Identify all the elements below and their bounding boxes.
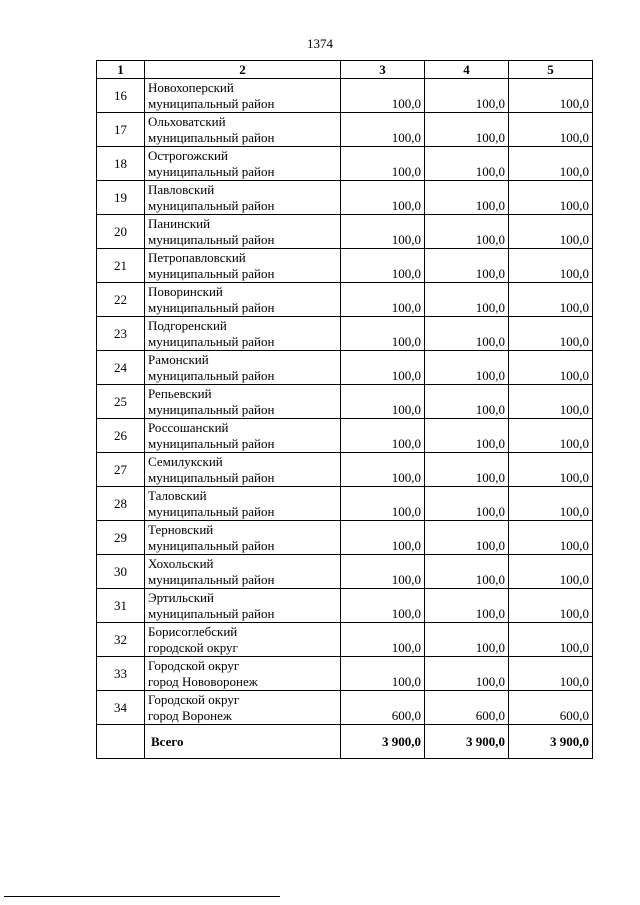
name-line: Россошанский — [148, 420, 229, 435]
municipality-name — [145, 623, 341, 657]
table-row — [97, 147, 593, 181]
value-col5: 100,0 — [509, 623, 593, 657]
name-line: муниципальный район — [148, 606, 275, 621]
value-col3: 100,0 — [341, 215, 425, 249]
value-col5: 100,0 — [509, 419, 593, 453]
row-number: 28 — [97, 487, 145, 521]
municipality-name — [145, 181, 341, 215]
value-col5: 100,0 — [509, 555, 593, 589]
table-row — [97, 215, 593, 249]
municipality-name — [145, 147, 341, 181]
value-col4: 100,0 — [425, 147, 509, 181]
row-number: 33 — [97, 657, 145, 691]
value-col4: 100,0 — [425, 79, 509, 113]
name-line: муниципальный район — [148, 538, 275, 553]
value-col5: 100,0 — [509, 589, 593, 623]
value-col3: 100,0 — [341, 385, 425, 419]
municipality-name — [145, 283, 341, 317]
value-col5: 100,0 — [509, 351, 593, 385]
municipality-name — [145, 453, 341, 487]
table-row — [97, 283, 593, 317]
name-line: муниципальный район — [148, 164, 275, 179]
value-col3: 100,0 — [341, 113, 425, 147]
municipality-name — [145, 657, 341, 691]
name-line: муниципальный район — [148, 402, 275, 417]
row-number: 17 — [97, 113, 145, 147]
value-col3: 100,0 — [341, 283, 425, 317]
table-row — [97, 487, 593, 521]
table-row — [97, 351, 593, 385]
name-line: муниципальный район — [148, 300, 275, 315]
value-col3: 100,0 — [341, 181, 425, 215]
table-row — [97, 79, 593, 113]
table-row — [97, 521, 593, 555]
value-col5: 600,0 — [509, 691, 593, 725]
name-line: муниципальный район — [148, 572, 275, 587]
name-line: Репьевский — [148, 386, 212, 401]
value-col5: 100,0 — [509, 147, 593, 181]
table-row — [97, 623, 593, 657]
row-number: 25 — [97, 385, 145, 419]
name-line: Семилукский — [148, 454, 223, 469]
name-line: Борисоглебский — [148, 624, 238, 639]
value-col5: 100,0 — [509, 317, 593, 351]
table-row — [97, 555, 593, 589]
name-line: Эртильский — [148, 590, 214, 605]
value-col3: 100,0 — [341, 453, 425, 487]
total-num-cell — [97, 725, 145, 759]
municipality-name — [145, 113, 341, 147]
value-col5: 100,0 — [509, 113, 593, 147]
row-number: 20 — [97, 215, 145, 249]
table-row — [97, 589, 593, 623]
value-col3: 100,0 — [341, 351, 425, 385]
name-line: город Воронеж — [148, 708, 232, 723]
name-line: Поворинский — [148, 284, 223, 299]
value-col4: 100,0 — [425, 623, 509, 657]
name-line: Хохольский — [148, 556, 214, 571]
value-col4: 100,0 — [425, 419, 509, 453]
municipality-name — [145, 521, 341, 555]
municipality-name — [145, 79, 341, 113]
value-col5: 100,0 — [509, 283, 593, 317]
value-col3: 100,0 — [341, 555, 425, 589]
value-col3: 100,0 — [341, 79, 425, 113]
value-col3: 100,0 — [341, 623, 425, 657]
value-col4: 100,0 — [425, 283, 509, 317]
value-col4: 100,0 — [425, 385, 509, 419]
table-row — [97, 249, 593, 283]
row-number: 29 — [97, 521, 145, 555]
table-row — [97, 419, 593, 453]
table-row — [97, 317, 593, 351]
name-line: муниципальный район — [148, 198, 275, 213]
value-col5: 100,0 — [509, 657, 593, 691]
total-value: 3 900,0 — [509, 725, 593, 759]
value-col5: 100,0 — [509, 521, 593, 555]
name-line: Подгоренский — [148, 318, 227, 333]
total-label: Всего — [145, 725, 341, 759]
municipality-name — [145, 691, 341, 725]
name-line: Таловский — [148, 488, 207, 503]
value-col5: 100,0 — [509, 249, 593, 283]
value-col4: 100,0 — [425, 317, 509, 351]
name-line: город Нововоронеж — [148, 674, 258, 689]
name-line: муниципальный район — [148, 96, 275, 111]
name-line: муниципальный район — [148, 266, 275, 281]
row-number: 32 — [97, 623, 145, 657]
value-col4: 100,0 — [425, 453, 509, 487]
total-value: 3 900,0 — [341, 725, 425, 759]
name-line: Ольховатский — [148, 114, 226, 129]
name-line: Панинский — [148, 216, 211, 231]
name-line: муниципальный район — [148, 504, 275, 519]
name-line: муниципальный район — [148, 368, 275, 383]
value-col5: 100,0 — [509, 487, 593, 521]
value-col3: 600,0 — [341, 691, 425, 725]
row-number: 16 — [97, 79, 145, 113]
row-number: 19 — [97, 181, 145, 215]
value-col3: 100,0 — [341, 419, 425, 453]
table-row — [97, 453, 593, 487]
municipality-name — [145, 589, 341, 623]
value-col3: 100,0 — [341, 147, 425, 181]
municipality-name — [145, 487, 341, 521]
table-row — [97, 181, 593, 215]
row-number: 34 — [97, 691, 145, 725]
name-line: Острогожский — [148, 148, 228, 163]
total-row — [97, 725, 593, 759]
total-value: 3 900,0 — [425, 725, 509, 759]
table-row — [97, 113, 593, 147]
value-col4: 100,0 — [425, 113, 509, 147]
municipality-name — [145, 351, 341, 385]
column-header: 5 — [509, 61, 593, 79]
municipality-name — [145, 215, 341, 249]
value-col3: 100,0 — [341, 249, 425, 283]
name-line: муниципальный район — [148, 470, 275, 485]
row-number: 18 — [97, 147, 145, 181]
name-line: муниципальный район — [148, 232, 275, 247]
value-col4: 100,0 — [425, 555, 509, 589]
value-col4: 100,0 — [425, 521, 509, 555]
name-line: Рамонский — [148, 352, 209, 367]
row-number: 27 — [97, 453, 145, 487]
value-col3: 100,0 — [341, 487, 425, 521]
name-line: Петропавловский — [148, 250, 246, 265]
value-col4: 100,0 — [425, 351, 509, 385]
table-body — [97, 79, 593, 759]
name-line: Павловский — [148, 182, 215, 197]
allocation-table — [96, 60, 593, 759]
name-line: муниципальный район — [148, 436, 275, 451]
row-number: 26 — [97, 419, 145, 453]
value-col5: 100,0 — [509, 215, 593, 249]
value-col4: 100,0 — [425, 589, 509, 623]
header-row — [97, 61, 593, 79]
value-col5: 100,0 — [509, 181, 593, 215]
name-line: городской округ — [148, 640, 238, 655]
column-header: 4 — [425, 61, 509, 79]
value-col4: 100,0 — [425, 215, 509, 249]
value-col4: 100,0 — [425, 249, 509, 283]
municipality-name — [145, 317, 341, 351]
page-number: 1374 — [307, 36, 333, 51]
name-line: Терновский — [148, 522, 214, 537]
value-col3: 100,0 — [341, 589, 425, 623]
column-header: 3 — [341, 61, 425, 79]
name-line: Городской округ — [148, 692, 240, 707]
name-line: Городской округ — [148, 658, 240, 673]
value-col5: 100,0 — [509, 453, 593, 487]
row-number: 22 — [97, 283, 145, 317]
name-line: Новохоперский — [148, 80, 234, 95]
column-header: 1 — [97, 61, 145, 79]
value-col4: 100,0 — [425, 487, 509, 521]
value-col4: 600,0 — [425, 691, 509, 725]
value-col3: 100,0 — [341, 521, 425, 555]
footnote-rule — [4, 896, 280, 897]
value-col5: 100,0 — [509, 385, 593, 419]
column-header: 2 — [145, 61, 341, 79]
value-col5: 100,0 — [509, 79, 593, 113]
value-col3: 100,0 — [341, 657, 425, 691]
municipality-name — [145, 385, 341, 419]
value-col3: 100,0 — [341, 317, 425, 351]
table-row — [97, 385, 593, 419]
table-row — [97, 657, 593, 691]
value-col4: 100,0 — [425, 181, 509, 215]
row-number: 23 — [97, 317, 145, 351]
municipality-name — [145, 555, 341, 589]
row-number: 24 — [97, 351, 145, 385]
row-number: 31 — [97, 589, 145, 623]
table-row — [97, 691, 593, 725]
value-col4: 100,0 — [425, 657, 509, 691]
municipality-name — [145, 249, 341, 283]
row-number: 30 — [97, 555, 145, 589]
municipality-name — [145, 419, 341, 453]
name-line: муниципальный район — [148, 130, 275, 145]
name-line: муниципальный район — [148, 334, 275, 349]
row-number: 21 — [97, 249, 145, 283]
